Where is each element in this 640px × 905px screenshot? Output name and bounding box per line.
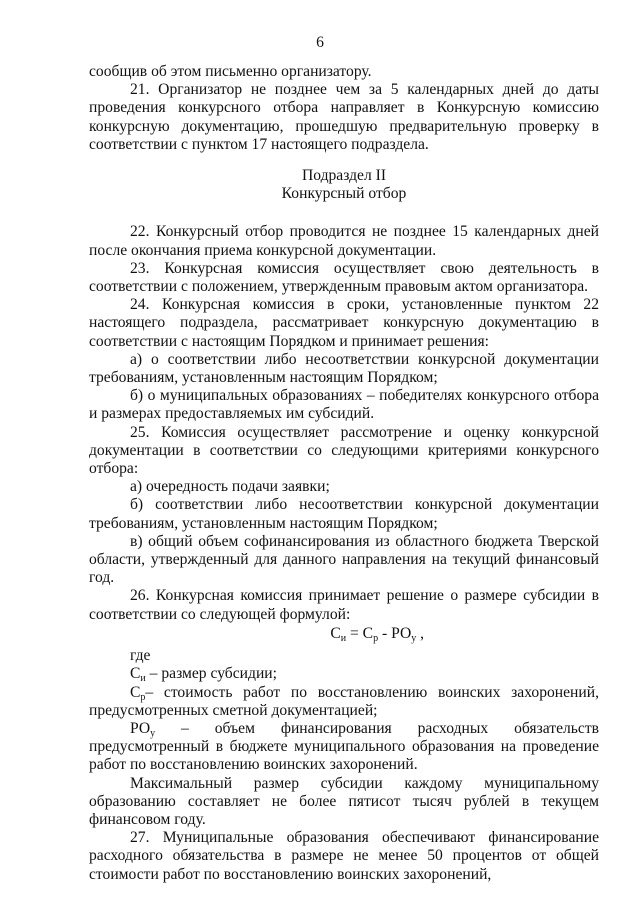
subsection-title: Конкурсный отбор bbox=[281, 185, 407, 203]
def-cp-text: – стоимость работ по восстановлению воинских захоронений, предусмотренных сметной документацией; bbox=[89, 683, 599, 719]
def-ro-letter: РО bbox=[130, 719, 151, 737]
def-cp-letter: С bbox=[130, 683, 141, 701]
paragraph-25: 25. Комиссия осуществляет рассмотрение и оценку конкурсной документации в соответствии со следующими критериями конкурсного отбора: bbox=[89, 423, 599, 478]
formula-minus: - bbox=[378, 624, 392, 642]
paragraph-25c: в) общий объем софинансирования из областного бюджета Тверской области, утвержденный для данного направления на текущий финансовый год. bbox=[89, 532, 599, 587]
paragraph-23: 23. Конкурсная комиссия осуществляет свою деятельность в соответствии с положением, утвержденным правовым актом организатора. bbox=[89, 259, 599, 296]
paragraph-25b: б) соответствии либо несоответствии конкурсной документации требованиям, установленным настоящим Порядком; bbox=[89, 496, 599, 532]
paragraph-26: 26. Конкурсная комиссия принимает решение о размере субсидии в соответствии со следующей формулой: bbox=[89, 587, 599, 623]
page-number: 6 bbox=[316, 34, 324, 51]
formula-ro-letter: РО bbox=[391, 624, 412, 642]
paragraph-24: 24. Конкурсная комиссия в сроки, установленные пунктом 22 настоящего подраздела, рассматривает конкурсную документацию в соответствии с настоящим Порядком и принимает решения: bbox=[89, 296, 599, 350]
def-ro-sub: у bbox=[150, 727, 156, 739]
where-label: где bbox=[130, 647, 151, 665]
formula-ro-sub: у bbox=[411, 632, 417, 644]
paragraph-25a: а) очередность подачи заявки; bbox=[130, 478, 330, 496]
formula-comma: , bbox=[416, 624, 424, 642]
subsection-label: Подраздел II bbox=[301, 167, 387, 185]
formula-c-sub: и bbox=[340, 632, 347, 644]
definition-c bbox=[89, 665, 599, 683]
spacer bbox=[89, 154, 599, 167]
paragraph-max-subsidy: Максимальный размер субсидии каждому муниципальному образованию составляет не более пятисот тысяч рублей в текущем финансовом году. bbox=[89, 774, 599, 828]
paragraph-20-tail: сообщив об этом письменно организатору. bbox=[89, 63, 372, 80]
formula-equals: = bbox=[346, 624, 363, 642]
def-c-letter: С bbox=[130, 665, 141, 683]
paragraph-24a: а) о соответствии либо несоответствии конкурсной документации требованиям, установленным настоящим Порядком; bbox=[89, 350, 599, 387]
formula-c-letter: С bbox=[330, 624, 341, 642]
document-body bbox=[89, 63, 599, 884]
def-c-text: – размер субсидии; bbox=[145, 665, 277, 683]
def-cp-sub: р bbox=[140, 691, 146, 703]
definition-cp bbox=[89, 684, 599, 720]
paragraph-22: 22. Конкурсный отбор проводится не позднее 15 календарных дней после окончания приема конкурсной документации. bbox=[89, 223, 599, 259]
paragraph-21: 21. Организатор не позднее чем за 5 календарных дней до даты проведения конкурсного отбора направляет в Конкурсную комиссию конкурсную документацию, прошедшую предварительную проверку в соответствии с пунктом 17 настоящего подраздела. bbox=[89, 81, 599, 153]
def-c-sub: и bbox=[140, 673, 146, 685]
paragraph-27: 27. Муниципальные образования обеспечивают финансирование расходного обязательства в размере не менее 50 процентов от общей стоимости работ по восстановлению воинских захоронений, bbox=[89, 829, 599, 883]
formula-cp-letter: С bbox=[362, 624, 374, 642]
def-ro-text: – объем финансирования расходных обязательств предусмотренный в бюджете муниципального образования на проведение работ по восстановлению воинских захоронений. bbox=[89, 719, 599, 774]
subsidy-formula bbox=[89, 625, 599, 643]
paragraph-24b: б) о муниципальных образованиях – победителях конкурсного отбора и размерах предоставляемых им субсидий. bbox=[89, 387, 599, 423]
spacer bbox=[89, 203, 599, 223]
definition-ro bbox=[89, 720, 599, 775]
formula-cp-sub: р bbox=[373, 632, 379, 644]
